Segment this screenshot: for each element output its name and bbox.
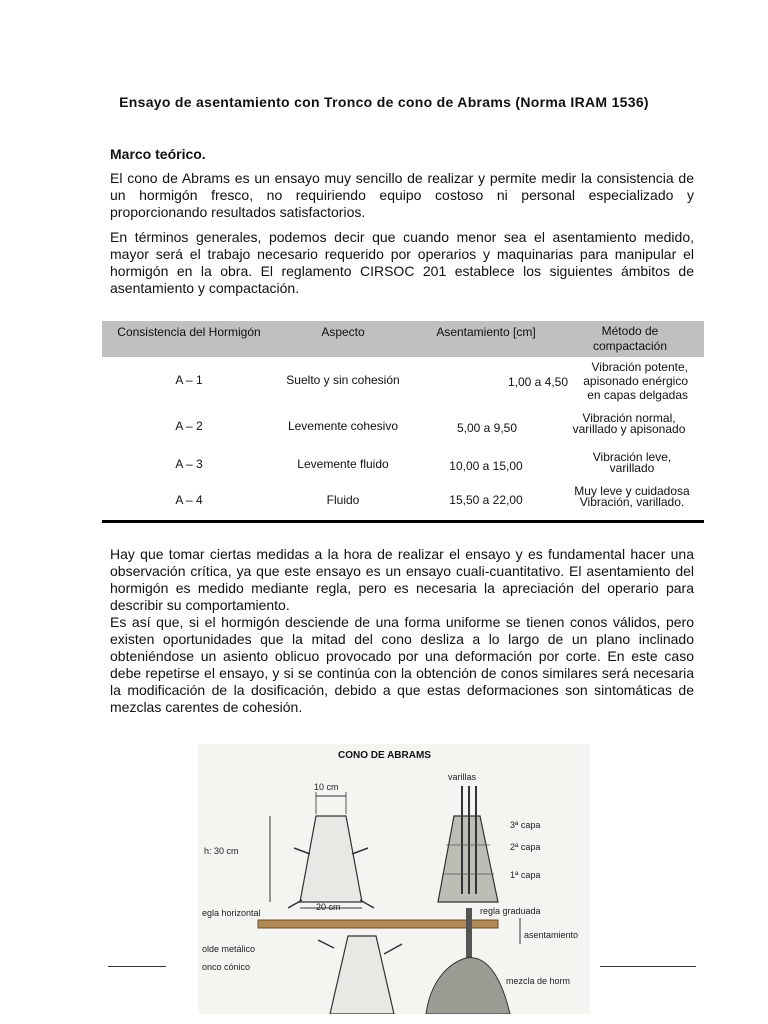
horizontal-ruler [258, 920, 498, 928]
mold-cone-shape [300, 816, 362, 902]
table-row [102, 357, 704, 417]
label-graduated-ruler: regla graduada [480, 906, 541, 916]
label-cone: onco cónico [202, 962, 251, 972]
cell-consistency: A – 1 [175, 373, 203, 387]
figure-title: CONO DE ABRAMS [338, 750, 431, 761]
header-consistency: Consistencia del Hormigón [117, 325, 261, 339]
cell-aspect: Levemente cohesivo [287, 419, 399, 433]
label-top-width: 10 cm [314, 782, 339, 792]
header-aspect: Aspecto [321, 325, 365, 339]
slumped-concrete [426, 958, 510, 1014]
paragraph-intro: El cono de Abrams es un ensayo muy sencillo de realizar y permite medir la consistencia de un hormigón fresco, no requiriendo equipo costoso ni personal especializado y proporcionando resultados satisfactorios. [110, 170, 694, 220]
cell-slump: 1,00 a 4,50 [507, 375, 569, 389]
label-horizontal-ruler: egla horizontal [202, 908, 261, 918]
label-rods: varillas [448, 772, 477, 782]
cell-method: Vibración normal, varillado y apisonado [572, 411, 686, 436]
header-slump: Asentamiento [cm] [436, 325, 536, 339]
abrams-cone-figure [198, 744, 590, 1014]
cell-aspect: Suelto y sin cohesión [286, 373, 400, 387]
label-concrete-mix: mezcla de horm [506, 976, 571, 986]
cell-method: Vibración leve, varillado [592, 450, 672, 475]
consistency-table [102, 321, 704, 525]
label-height: h: 30 cm [204, 846, 239, 856]
paragraph-general: En términos generales, podemos decir que cuando menor sea el asentamiento medido, mayor será el trabajo necesario requerido por operarios y maquinarias para manipular el hormigón en la obra. El reglamento CIRSOC 201 establece los siguientes ámbitos de asentamiento y compactación. [110, 229, 694, 296]
cell-consistency: A – 3 [175, 457, 203, 471]
footer-rule-right [600, 966, 696, 967]
footer-rule-left [108, 966, 166, 967]
label-bottom-width: 20 cm [316, 902, 341, 912]
paragraph-measures: Hay que tomar ciertas medidas a la hora de realizar el ensayo y es fundamental hacer una observación crítica, ya que este ensayo es un ensayo cuali-cuantitativo. El asentamiento del hormigón es medido mediante regla, pero es necesaria la apreciación del operario para describir su comportamiento. [110, 546, 694, 613]
label-layer-2: 2ª capa [510, 842, 541, 852]
paragraph-valid-cones: Es así que, si el hormigón desciende de una forma uniforme se tienen conos válidos, pero existen oportunidades que la mitad del cono desliza a lo largo de un plano inclinado obteniéndose un asiento oblicuo provocado por una deformación por corte. En este caso debe repetirse el ensayo, y si se continúa con la obtención de conos similares será necesaria la modificación de la dosificación, debido a que estas deformaciones son sintomáticas de mezclas carentes de cohesión. [110, 614, 694, 715]
cell-slump: 15,50 a 22,00 [449, 493, 523, 507]
label-layer-1: 1ª capa [510, 870, 541, 880]
cell-slump: 5,00 a 9,50 [456, 421, 518, 435]
label-layer-3: 3ª capa [510, 820, 541, 830]
label-metal-mold: olde metálico [202, 944, 256, 954]
cell-aspect: Levemente fluido [297, 457, 389, 471]
header-method: Método de compactación [592, 324, 668, 353]
table-header-row [102, 321, 704, 357]
cell-method: Vibración potente, apisonado enérgico en capas delgadas [583, 360, 688, 402]
cell-consistency: A – 2 [175, 419, 203, 433]
cell-aspect: Fluido [326, 493, 360, 507]
section-heading: Marco teórico. [110, 146, 206, 162]
cell-slump: 10,00 a 15,00 [449, 459, 523, 473]
label-slump: asentamiento [524, 930, 579, 940]
cell-method: Muy leve y cuidadosa Vibración, varillado. [574, 484, 690, 509]
cell-consistency: A – 4 [175, 493, 203, 507]
document-title: Ensayo de asentamiento con Tronco de cono de Abrams (Norma IRAM 1536) [119, 94, 649, 110]
table-bottom-rule [102, 520, 704, 523]
